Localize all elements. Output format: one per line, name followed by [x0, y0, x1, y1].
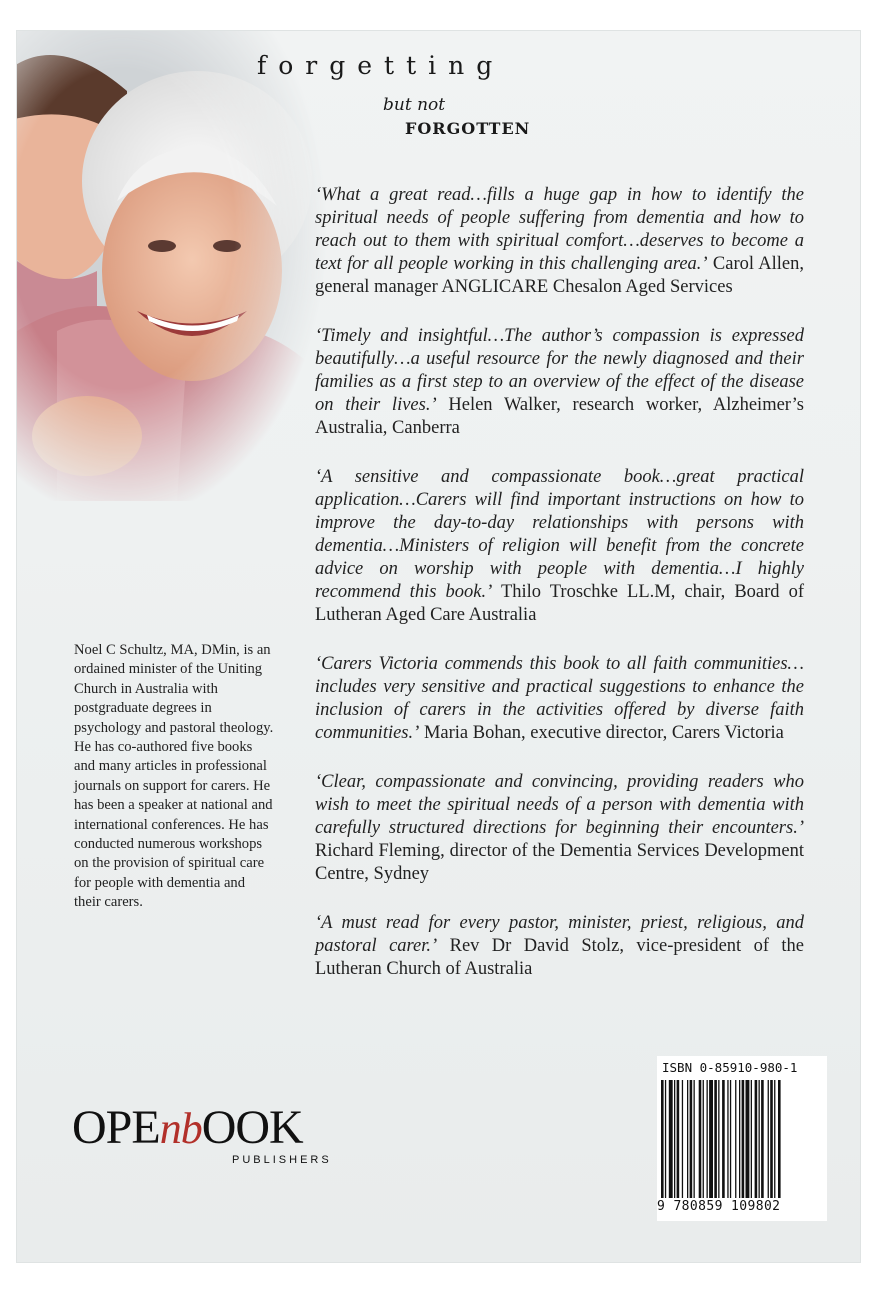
barcode-bar [718, 1080, 719, 1198]
book-back-cover [17, 31, 860, 1262]
barcode-bar [707, 1080, 708, 1198]
barcode-bar [677, 1080, 680, 1198]
barcode-bar [694, 1080, 695, 1198]
endorsement-quote: ‘Clear, compassionate and convincing, providing readers who wish to meet the spiritual needs of a person with dementia with carefully structured directions for beginning their encounters.’ Richard Fleming, director of the Dementia Services Development Centre, Sydney [315, 772, 804, 884]
endorsement-quote: ‘A sensitive and compassionate book…great practical application…Carers will find important instructions on how to improve the day-to-day relationships with persons with dementia…Ministers of religion will benefit from the concrete advice on worship with people with dementia…I highly recommend this book.’ Thilo Troschke LL.M, chair, Board of Lutheran Aged Care Australia [315, 467, 805, 625]
barcode-bar [661, 1080, 664, 1198]
barcode-bar [751, 1080, 752, 1198]
endorsement-quote: ‘Timely and insightful…The author’s compassion is expressed beautifully…a useful resource for the newly diagnosed and their families as a first step to an overview of the effect of the disease on their lives.’ Helen Walker, research worker, Alzheimer’s Australia, Canberra [315, 326, 804, 438]
endorsement-quote: ‘Carers Victoria commends this book to all faith communities…includes very sensitive and practical suggestions to enhance the inclusion of carers in the activities offered by diverse faith communities.’ Maria Bohan, executive director, Carers Victoria [315, 654, 804, 743]
cover-photo-grandmother-and-child [17, 31, 347, 501]
endorsement-quotes [315, 184, 804, 1007]
barcode-bar [669, 1080, 673, 1198]
endorsement-quote: ‘A must read for every pastor, minister, priest, religious, and pastoral carer.’ Rev Dr David Stolz, vice-president of the Lutheran Church of Australia [315, 913, 804, 979]
barcode-bar [665, 1080, 666, 1198]
barcode-bar [761, 1080, 764, 1198]
barcode-bar [755, 1080, 758, 1198]
barcode-bar [703, 1080, 704, 1198]
barcode-bar [699, 1080, 702, 1198]
barcode-bar [759, 1080, 760, 1198]
book-title-but-not: but not [383, 95, 446, 115]
barcode-bar [746, 1080, 750, 1198]
barcode-bar [709, 1080, 713, 1198]
book-title-forgotten: FORGOTTEN [405, 119, 531, 138]
barcode-bar [774, 1080, 775, 1198]
isbn-number: ISBN 0-85910-980-1 [662, 1060, 798, 1075]
barcode-bar [727, 1080, 728, 1198]
barcode-bar [768, 1080, 769, 1198]
barcode-bar [687, 1080, 688, 1198]
barcode-bar [735, 1080, 736, 1198]
author-bio: Noel C Schultz, MA, DMin, is an ordained minister of the Uniting Church in Australia with postgraduate degrees in psychology and pastoral theology. He has co-authored five books and many articles in professional journals on support for carers. He has been a speaker at national and international conferences. He has conducted numerous workshops on the provision of spiritual care for people with dementia and their carers. [74, 642, 274, 911]
publisher-logo-subtitle: PUBLISHERS [232, 1154, 332, 1166]
endorsement-quote: ‘What a great read…fills a huge gap in how to identify the spiritual needs of people suffering from dementia and how to reach out to them with spiritual comfort…deserves to become a text for all people working in this challenging area.’ Carol Allen, general manager ANGLICARE Chesalon Aged Services [315, 185, 805, 297]
book-title-forgetting: forgetting [257, 51, 505, 80]
barcode-bars [659, 1080, 824, 1198]
publisher-logo [72, 1100, 372, 1170]
barcode-bar [674, 1080, 675, 1198]
ean-number: 9 780859 109802 [657, 1199, 781, 1214]
barcode-bar [722, 1080, 725, 1198]
barcode-bar [690, 1080, 693, 1198]
barcode-bar [742, 1080, 745, 1198]
barcode-bar [778, 1080, 781, 1198]
barcode-bar [739, 1080, 740, 1198]
isbn-barcode [657, 1056, 827, 1221]
barcode-bar [682, 1080, 683, 1198]
barcode-bar [770, 1080, 773, 1198]
publisher-logo-wordmark: OPEnbOOK [72, 1101, 303, 1154]
barcode-bar [730, 1080, 731, 1198]
barcode-bar [714, 1080, 717, 1198]
